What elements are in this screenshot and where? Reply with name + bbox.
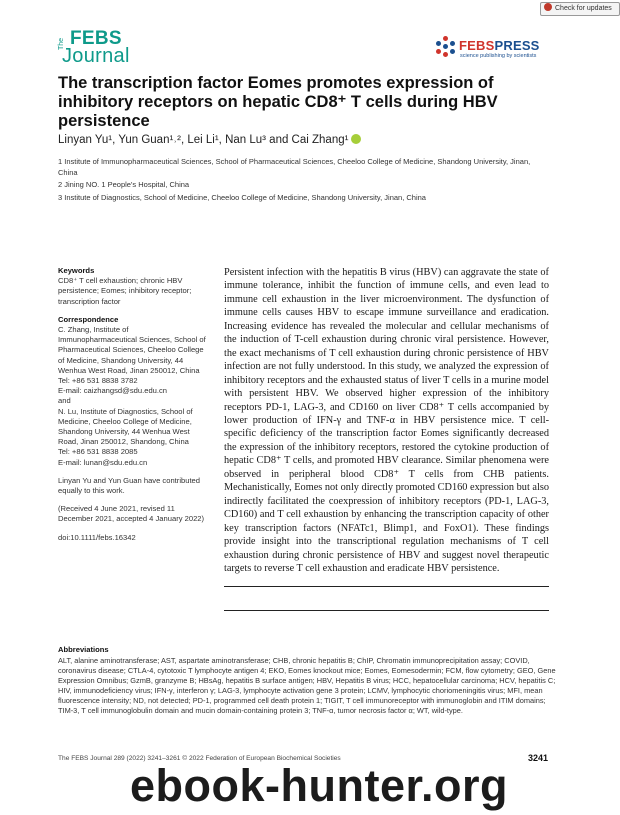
press-tagline: science publishing by scientists — [460, 53, 537, 59]
affiliations — [58, 157, 538, 205]
received-dates: (Received 4 June 2021, revised 11 December 2021, accepted 4 January 2022) — [58, 504, 205, 524]
keywords-heading: Keywords — [58, 266, 95, 275]
sidebar-metadata — [58, 266, 206, 543]
logo-journal: Journal — [62, 45, 130, 67]
correspondence-tel-1: Tel: +86 531 8838 3782 — [58, 376, 138, 386]
logo-febs: FEBS — [70, 28, 122, 49]
journal-footer: The FEBS Journal 289 (2022) 3241–3261 © 2022 Federation of European Biochemical Societies — [58, 755, 341, 762]
affiliation-2: 2 Jining NO. 1 People's Hospital, China — [58, 180, 190, 189]
abstract-rule-bottom — [224, 610, 549, 611]
correspondence-email-1[interactable]: E-mail: caizhangsd@sdu.edu.cn — [58, 386, 168, 396]
check-updates-icon — [544, 3, 552, 11]
doi[interactable]: doi:10.1111/febs.16342 — [58, 532, 136, 542]
orcid-icon[interactable] — [351, 134, 361, 144]
correspondence-tel-2: Tel: +86 531 8838 2085 — [58, 447, 138, 457]
page-number: 3241 — [528, 753, 549, 763]
abbreviations-heading: Abbreviations — [58, 645, 109, 654]
check-updates-label: Check for updates — [555, 5, 612, 12]
correspondence-address-2: N. Lu, Institute of Diagnostics, School of Medicine, Cheeloo College of Medicine, Shandong University, 44 Wenhua West Road, Jinan 250012, Shandong, China — [58, 406, 193, 447]
correspondence-heading: Correspondence — [58, 314, 119, 324]
author-names: Linyan Yu¹, Yun Guan¹˒², Lei Li¹, Nan Lu³ and Cai Zhang¹ — [58, 134, 349, 146]
correspondence-and: and — [58, 396, 71, 406]
abbreviations — [58, 645, 558, 716]
febs-press-mark-icon — [435, 36, 457, 58]
equal-contribution-note: Linyan Yu and Yun Guan have contributed equally to this work. — [58, 475, 201, 496]
article-title: The transcription factor Eomes promotes expression of inhibitory receptors on hepatic CD8⁺ T cells during HBV persistence — [58, 74, 498, 130]
abbreviations-text: ALT, alanine aminotransferase; AST, aspartate aminotransferase; CHB, chronic hepatitis B; ChIP, Chromatin immunoprecipitation assay; COVID, coronavirus disease; CTLA-4, cytotoxic T lymphocyte antigen 4; EKO, Eomes knockout mice; Eomes, Eomesodermin; FCM, flow cytometry; GEO, Gene Expression Omnibus; GzmB, granzyme B; HBsAg, hepatitis B surface antigen; HBV, Hepatitis B virus; HCC, hepatocellular carcinoma; HCV, hepatitis C; HIV, immunodeficiency virus; IFN-γ, interferon γ; LAG-3, lymphocyte activation gene 3 protein; LCMV, lymphocytic choriomeningitis virus; MFI, mean fluorescence intensity; ND, not detected; PD-1, programmed cell death protein 1; TIGIT, T cell immunoreceptor with immunoglobin and ITIM domains; TIM-3, T cell immunoglobulin domain and mucin domain-containing protein 3; TNF-α, tumor necrosis factor α; WT, wild-type. — [58, 656, 556, 715]
affiliation-3: 3 Institute of Diagnostics, School of Medicine, Cheeloo College of Medicine, Shandong University, Jinan, China — [58, 192, 426, 202]
author-list — [58, 134, 538, 146]
logo-the: The — [58, 37, 65, 50]
check-for-updates-button[interactable] — [540, 2, 620, 16]
correspondence-address-1: C. Zhang, Institute of Immunopharmaceutical Sciences, School of Pharmaceutical Sciences, Cheeloo College of Medicine, Shandong University, 44 Wenhua West Road, Jinan 250012, China — [58, 325, 206, 375]
abstract-rule-top — [224, 586, 549, 587]
febs-press-logo — [435, 36, 555, 66]
abstract-text: Persistent infection with the hepatitis B virus (HBV) can aggravate the state of immune tolerance, inhibit the function of immune cells, and even lead to immune cell exhaustion in the liver microenvironment. The dysfunction of immune cells causes HBV to escape immune surveillance and eradication. Increasing evidence has revealed the molecular and cellular mechanisms of the induction of T-cell exhaustion during chronic viral persistence. However, the exact mechanisms of T cell exhaustion during chronic persistence of HBV infection are not fully understood. In this study, we analyzed the expression of inhibitory receptors and the exhausted status of liver T cells in a murine model with persistent HBV. We observed higher expression of the inhibitory receptors PD-1, LAG-3, and CD160 on liver CD8⁺ T cells accompanied by lower production of IFN-γ and TNF-α in HBV persistence mice. T cell-specific deficiency of the transcription factor Eomes significantly decreased the expression of the inhibitory receptors, restored the cytokine production of hepatic CD8⁺ T cells, and promoted HBV clearance. Similar phenomena were observed in peripheral blood CD8⁺ T cells from CHB patients. Mechanistically, Eomes not only directly promoted CD160 expression but also indirectly facilitated the coexpression of inhibitory receptors (PD-1, LAG-3, CD160) and T cell exhaustion by enhancing the transcription capacity of other key transcription factors (NFATc1, Blimp1, and FoxO1). These findings provide insight into the transcriptional regulation mechanisms of T cell exhaustion during chronic persistence of HBV and suggest novel therapeutic targets to reverse T cell exhaustion and eradicate HBV persistence. — [224, 267, 549, 574]
keywords-text: CD8⁺ T cell exhaustion; chronic HBV persistence; Eomes; inhibitory receptor; transcription factor — [58, 276, 192, 306]
correspondence-email-2[interactable]: E-mail: lunan@sdu.edu.cn — [58, 457, 148, 467]
watermark: ebook-hunter.org — [130, 760, 508, 811]
press-name: FEBSPRESS — [459, 38, 540, 53]
affiliation-1: 1 Institute of Immunopharmaceutical Sciences, School of Pharmaceutical Sciences, Cheeloo College of Medicine, Shandong University, Jinan, China — [58, 157, 531, 177]
